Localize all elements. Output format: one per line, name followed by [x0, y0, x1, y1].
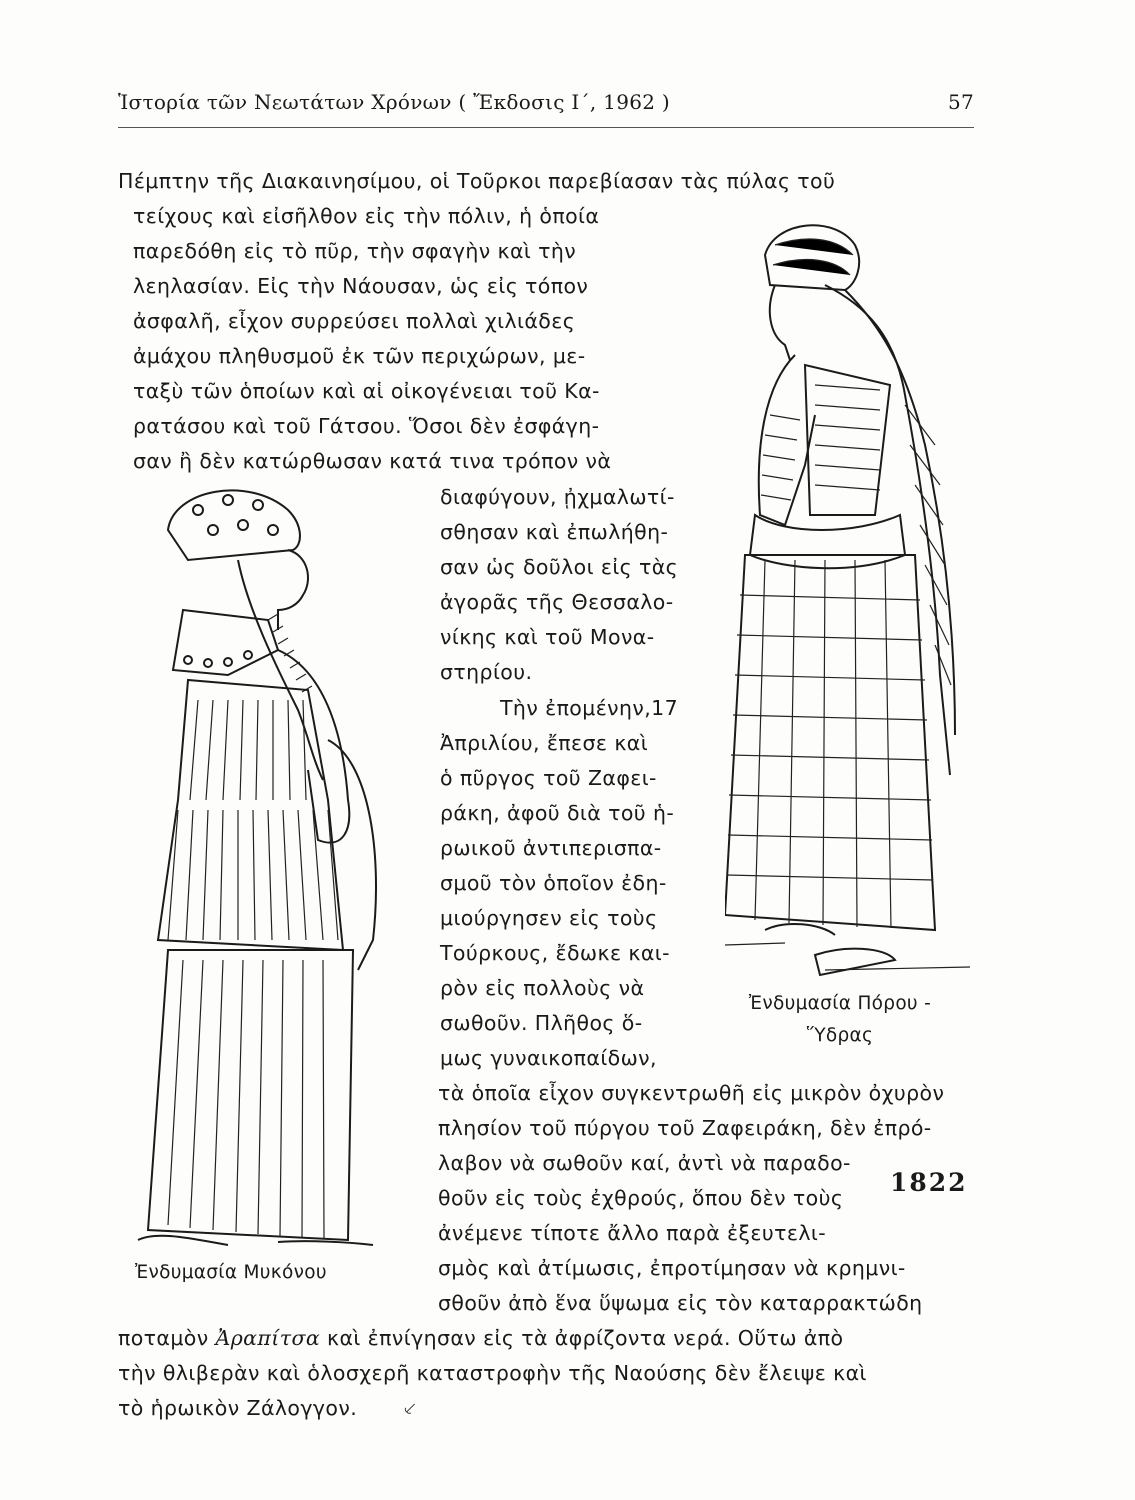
text-line: ταξὺ τῶν ὁποίων καὶ αἱ οἰκογένειαι τοῦ Κα-	[133, 379, 600, 403]
text-line: τὰ ὁποῖα εἶχον συγκεντρωθῆ εἰς μικρὸν ὀχυρὸν	[438, 1081, 945, 1105]
text-run: ποταμὸν	[118, 1326, 209, 1350]
text-line: ράκη, ἀφοῦ διὰ τοῦ ἡ-	[440, 801, 675, 825]
italic-name: Ἀραπίτσα	[215, 1326, 321, 1350]
header-rule	[118, 127, 974, 128]
caption-line: Ὕδρας	[806, 1025, 874, 1046]
text-line: σθοῦν ἀπὸ ἕνα ὕψωμα εἰς τὸν καταρρακτώδη	[438, 1291, 923, 1315]
text-line: Τὴν ἐπομένην,17	[500, 696, 679, 720]
text-line: ἀνέμενε τίποτε ἄλλο παρὰ ἐξευτελι-	[438, 1221, 826, 1245]
text-line: ρατάσου καὶ τοῦ Γάτσου. Ὅσοι δὲν ἐσφάγη-	[133, 414, 600, 438]
figure-caption-mykonos: Ἐνδυμασία Μυκόνου	[135, 1262, 327, 1283]
text-line: σωθοῦν. Πλῆθος ὅ-	[440, 1011, 643, 1035]
text-line: τείχους καὶ εἰσῆλθον εἰς τὴν πόλιν, ἡ ὁποία	[133, 204, 600, 228]
text-line: Ἀπριλίου, ἔπεσε καὶ	[440, 731, 649, 755]
running-header	[118, 90, 974, 114]
text-line: μιούργησεν εἰς τοὺς	[440, 906, 658, 930]
figure-caption-poros	[740, 988, 940, 1052]
text-line: λεηλασίαν. Εἰς τὴν Νάουσαν, ὡς εἰς τόπον	[133, 274, 589, 298]
text-line	[118, 1325, 843, 1351]
running-title: Ἱστορία τῶν Νεωτάτων Χρόνων ( Ἔκδοσις Ι΄, 1962 )	[118, 90, 671, 114]
text-line: νίκης καὶ τοῦ Μονα-	[440, 625, 655, 649]
text-line: ἀγορᾶς τῆς Θεσσαλο-	[440, 590, 674, 614]
end-mark: ⸔	[402, 1396, 417, 1420]
text-line: παρεδόθη εἰς τὸ πῦρ, τὴν σφαγὴν καὶ τὴν	[133, 239, 577, 263]
mykonos-costume-illustration	[128, 470, 398, 1260]
text-line: διαφύγουν, ᾐχμαλωτί-	[440, 485, 675, 509]
text-line: σθησαν καὶ ἐπωλήθη-	[440, 520, 669, 544]
page-number: 57	[947, 90, 974, 114]
text-run: καὶ ἐπνίγησαν εἰς τὰ ἀφρίζοντα νερά. Οὕτω ἀπὸ	[327, 1326, 844, 1350]
text-line: σμὸς καὶ ἀτίμωσις, ἐπροτίμησαν νὰ κρημνι-	[438, 1256, 906, 1280]
text-line: μως γυναικοπαίδων,	[440, 1046, 657, 1070]
margin-year: 1822	[890, 1168, 968, 1197]
text-line: Πέμπτην τῆς Διακαινησίμου, οἱ Τοῦρκοι παρεβίασαν τὰς πύλας τοῦ	[118, 169, 836, 193]
text-line: τὸ ἡρωικὸν Ζάλογγον.	[118, 1396, 358, 1420]
poros-hydra-costume-illustration	[725, 215, 970, 980]
text-line: πλησίον τοῦ πύργου τοῦ Ζαφειράκη, δὲν ἐπρό-	[438, 1116, 932, 1140]
text-line: θοῦν εἰς τοὺς ἐχθρούς, ὅπου δὲν τοὺς	[438, 1186, 844, 1210]
text-line: σαν ἢ δὲν κατώρθωσαν κατά τινα τρόπον νὰ	[133, 449, 612, 473]
text-line: Τούρκους, ἔδωκε και-	[440, 941, 670, 965]
caption-line: Ἐνδυμασία Πόρου -	[748, 993, 932, 1014]
text-line: σμοῦ τὸν ὁποῖον ἐδη-	[440, 871, 667, 895]
text-line: ἀσφαλῆ, εἶχον συρρεύσει πολλαὶ χιλιάδες	[133, 309, 576, 333]
text-line: τὴν θλιβερὰν καὶ ὁλοσχερῆ καταστροφὴν τῆς Ναούσης δὲν ἔλειψε καὶ	[118, 1361, 867, 1385]
text-line: σαν ὡς δοῦλοι εἰς τὰς	[440, 555, 679, 579]
text-line: ἀμάχου πληθυσμοῦ ἐκ τῶν περιχώρων, με-	[133, 344, 586, 368]
text-line: ρωικοῦ ἀντιπερισπα-	[440, 836, 662, 860]
text-line: ὁ πῦργος τοῦ Ζαφει-	[440, 766, 657, 790]
text-line: ρὸν εἰς πολλοὺς νὰ	[440, 976, 645, 1000]
text-line: λαβον νὰ σωθοῦν καί, ἀντὶ νὰ παραδο-	[438, 1151, 851, 1175]
text-line: στηρίου.	[440, 660, 533, 684]
